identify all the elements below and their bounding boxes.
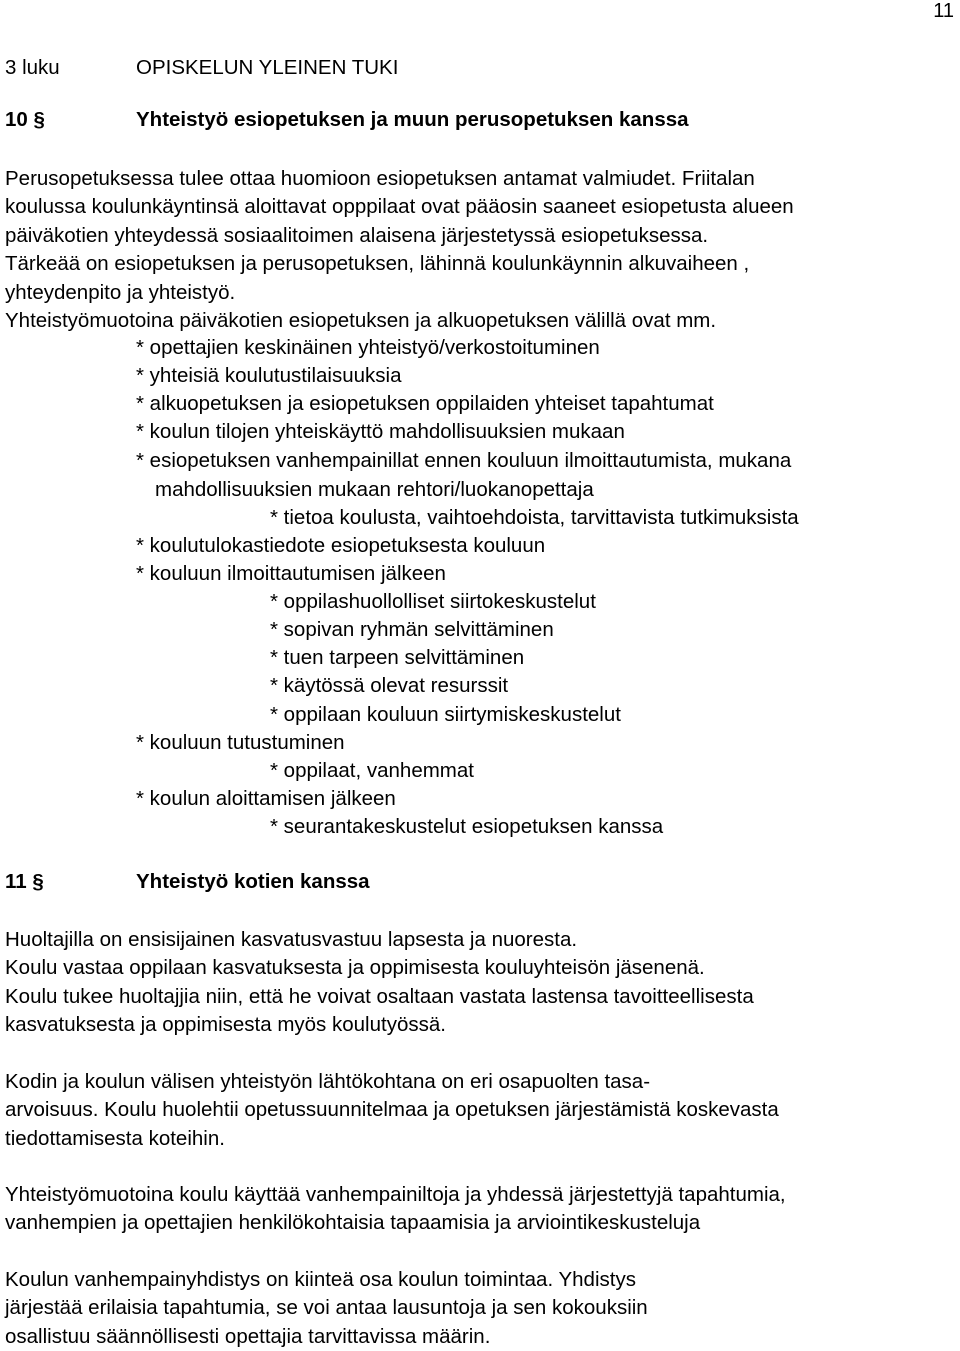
section-10-paragraph (5, 165, 794, 335)
page-number: 11 (933, 0, 954, 22)
list-item: * koulun aloittamisen jälkeen (136, 787, 396, 810)
paragraph-line: koulussa koulunkäyntinsä aloittavat opppilaat ovat pääosin saaneet esiopetusta alueen (5, 195, 794, 219)
list-item: * kouluun tutustuminen (136, 731, 345, 754)
paragraph-line: tiedottamisesta koteihin. (5, 1126, 225, 1150)
sub-list-item: * tuen tarpeen selvittäminen (270, 646, 525, 669)
paragraph-line: Koulun vanhempainyhdistys on kiinteä osa koulun toimintaa. Yhdistys (5, 1268, 636, 1291)
paragraph-line: yhteydenpito ja yhteistyö. (5, 280, 236, 304)
paragraph-line: kasvatuksesta ja oppimisesta myös koulutyössä. (5, 1013, 446, 1037)
section-11-title: Yhteistyö kotien kanssa (136, 870, 370, 893)
section-11-paragraph-2 (5, 1068, 779, 1153)
paragraph-line: Kodin ja koulun välisen yhteistyön lähtökohtana on eri osapuolten tasa- (5, 1070, 651, 1093)
list-item: * koulutulokastiedote esiopetuksesta kouluun (136, 534, 546, 557)
list-item: * koulun tilojen yhteiskäyttö mahdollisuuksien mukaan (136, 420, 625, 443)
paragraph-line: Yhteistyömuotoina päiväkotien esiopetuksen ja alkuopetuksen välillä ovat mm. (5, 309, 717, 333)
paragraph-line: Huoltajilla on ensisijainen kasvatusvastuu lapsesta ja nuoresta. (5, 928, 578, 951)
list-item: * opettajien keskinäinen yhteistyö/verkostoituminen (136, 336, 600, 359)
sub-list-item: * oppilaan kouluun siirtymiskeskustelut (270, 703, 621, 726)
sub-list-item: * seurantakeskustelut esiopetuksen kanssa (270, 815, 664, 838)
sub-list-item: * oppilaat, vanhemmat (270, 759, 474, 782)
sub-list-item: * oppilashuollolliset siirtokeskustelut (270, 590, 596, 613)
paragraph-line: arvoisuus. Koulu huolehtii opetussuunnitelmaa ja opetuksen järjestämistä koskevasta (5, 1098, 779, 1122)
section-10-number: 10 § (5, 108, 45, 131)
paragraph-line: Yhteistyömuotoina koulu käyttää vanhempainiltoja ja yhdessä järjestettyjä tapahtumia, (5, 1183, 786, 1206)
chapter-number: 3 luku (5, 56, 60, 79)
paragraph-line: Tärkeää on esiopetuksen ja perusopetuksen, lähinnä koulunkäynnin alkuvaiheen , (5, 252, 750, 276)
sub-list-item: * sopivan ryhmän selvittäminen (270, 618, 554, 641)
sub-list-item: * käytössä olevat resurssit (270, 674, 509, 697)
paragraph-line: vanhempien ja opettajien henkilökohtaisia tapaamisia ja arviointikeskusteluja (5, 1211, 701, 1235)
list-item: * yhteisiä koulutustilaisuuksia (136, 364, 402, 387)
section-11-paragraph-4 (5, 1266, 648, 1351)
paragraph-line: osallistuu säännöllisesti opettajia tarvittavissa määrin. (5, 1324, 491, 1348)
paragraph-line: Koulu vastaa oppilaan kasvatuksesta ja oppimisesta kouluyhteisön jäsenenä. (5, 956, 705, 980)
chapter-title: OPISKELUN YLEINEN TUKI (136, 56, 399, 79)
paragraph-line: Perusopetuksessa tulee ottaa huomioon esiopetuksen antamat valmiudet. Friitalan (5, 167, 755, 190)
section-11-number: 11 § (5, 870, 44, 893)
section-10-title: Yhteistyö esiopetuksen ja muun perusopetuksen kanssa (136, 108, 689, 131)
paragraph-line: Koulu tukee huoltajjia niin, että he voivat osaltaan vastata lastensa tavoitteellisesta (5, 984, 754, 1008)
paragraph-line: päiväkotien yhteydessä sosiaalitoimen alaisena järjestetyssä esiopetuksessa. (5, 223, 709, 247)
section-11-paragraph-1 (5, 926, 754, 1040)
list-item: * kouluun ilmoittautumisen jälkeen (136, 562, 446, 585)
section-11-paragraph-3 (5, 1181, 786, 1238)
sub-list-item: * tietoa koulusta, vaihtoehdoista, tarvittavista tutkimuksista (270, 506, 799, 529)
paragraph-line: järjestää erilaisia tapahtumia, se voi antaa lausuntoja ja sen kokouksiin (5, 1296, 648, 1320)
list-item: * esiopetuksen vanhempainillat ennen kouluun ilmoittautumista, mukana (136, 449, 792, 472)
list-item-continuation: mahdollisuuksien mukaan rehtori/luokanopettaja (155, 478, 594, 501)
list-item: * alkuopetuksen ja esiopetuksen oppilaiden yhteiset tapahtumat (136, 392, 714, 415)
